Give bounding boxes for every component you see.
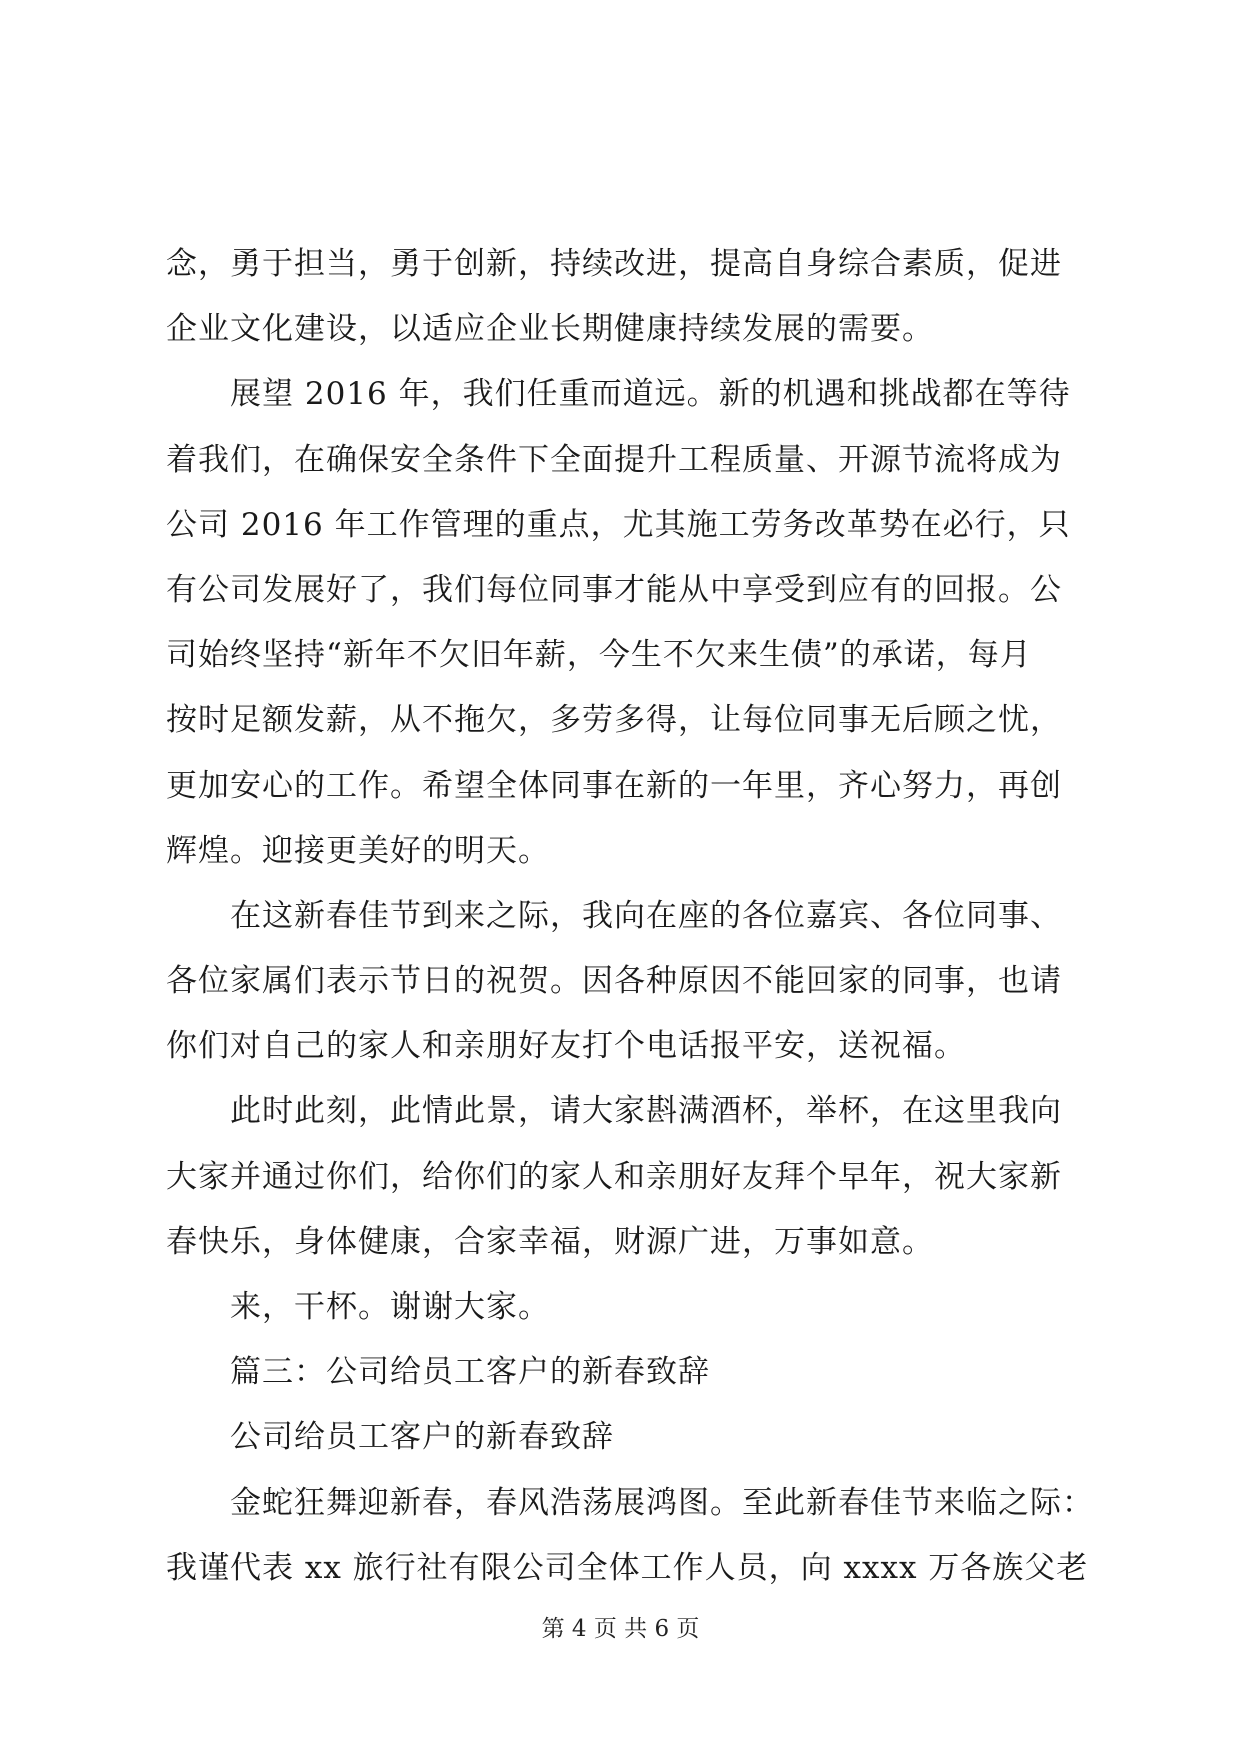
paragraph-start-line: 金蛇狂舞迎新春，春风浩荡展鸿图。至此新春佳节来临之际： — [230, 1484, 1094, 1521]
text-line: 企业文化建设，以适应企业长期健康持续发展的需要。 — [166, 311, 934, 348]
text-line: 各位家属们表示节日的祝贺。因各种原因不能回家的同事，也请 — [166, 963, 1062, 1000]
text-line: 有公司发展好了，我们每位同事才能从中享受到应有的回报。公 — [166, 571, 1062, 608]
text-line: 念，勇于担当，勇于创新，持续改进，提高自身综合素质，促进 — [166, 246, 1062, 282]
text-line: 更加安心的工作。希望全体同事在新的一年里，齐心努力，再创 — [166, 767, 1062, 804]
text-line: 你们对自己的家人和亲朋好友打个电话报平安，送祝福。 — [166, 1028, 966, 1065]
paragraph-start-line: 此时此刻，此情此景，请大家斟满酒杯，举杯，在这里我向 — [230, 1093, 1062, 1130]
text-line: 辉煌。迎接更美好的明天。 — [166, 832, 550, 869]
paragraph-start-line: 在这新春佳节到来之际，我向在座的各位嘉宾、各位同事、 — [230, 897, 1062, 934]
text-line: 我谨代表 xx 旅行社有限公司全体工作人员，向 xxxx 万各族父老 — [166, 1549, 1089, 1586]
text-line: 春快乐，身体健康，合家幸福，财源广进，万事如意。 — [166, 1223, 934, 1260]
paragraph-start-line: 来，干杯。谢谢大家。 — [230, 1289, 550, 1325]
text-line: 按时足额发薪，从不拖欠，多劳多得，让每位同事无后顾之忧， — [166, 702, 1062, 739]
section-title: 公司给员工客户的新春致辞 — [230, 1419, 614, 1456]
document-body — [166, 232, 1094, 1601]
paragraph-start-line: 展望 2016 年，我们任重而道远。新的机遇和挑战都在等待 — [230, 376, 1071, 413]
text-line: 司始终坚持“新年不欠旧年薪，今生不欠来生债”的承诺，每月 — [166, 637, 1032, 674]
text-line: 大家并通过你们，给你们的家人和亲朋好友拜个早年，祝大家新 — [166, 1158, 1062, 1195]
page-number-footer: 第 4 页 共 6 页 — [541, 1616, 700, 1642]
section-heading: 篇三：公司给员工客户的新春致辞 — [230, 1354, 710, 1391]
text-line: 公司 2016 年工作管理的重点，尤其施工劳务改革势在必行，只 — [166, 506, 1071, 543]
text-line: 着我们，在确保安全条件下全面提升工程质量、开源节流将成为 — [166, 441, 1062, 478]
